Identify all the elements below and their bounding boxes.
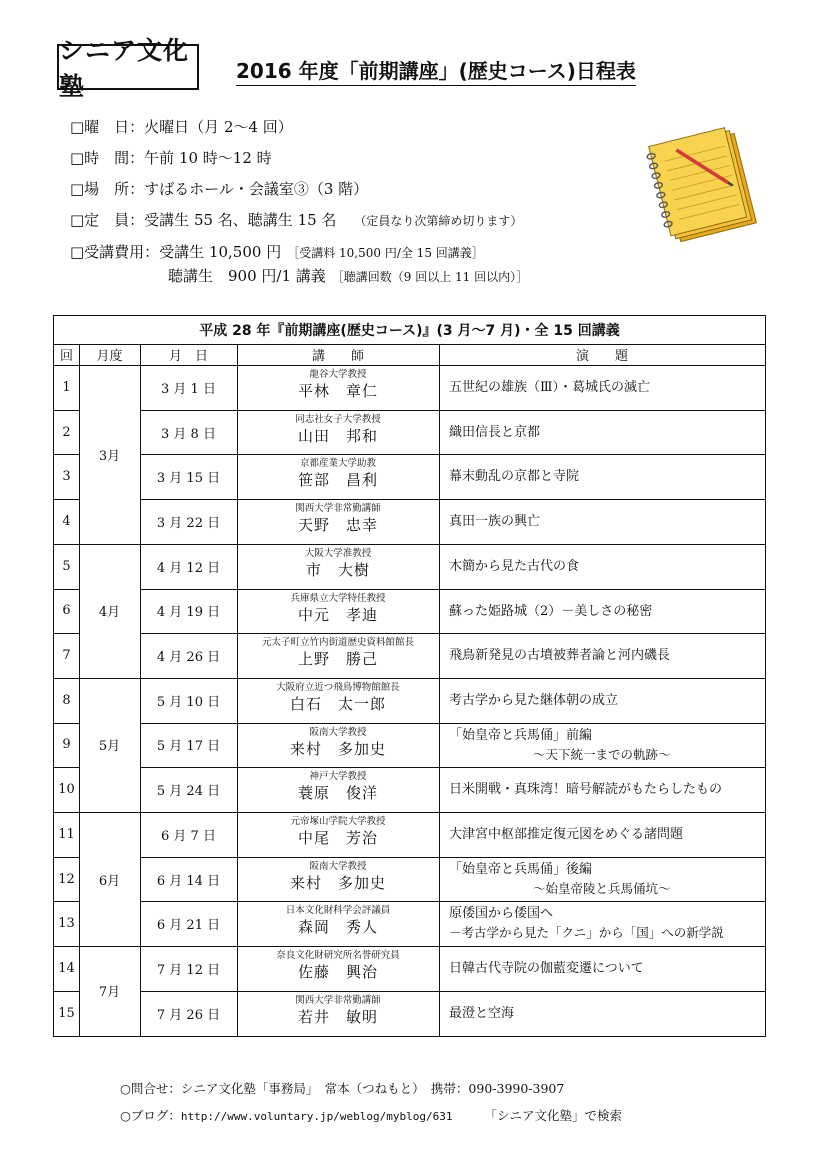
schedule-table — [53, 315, 766, 1037]
lecturer-affiliation: 関西大学非常勤講師 — [295, 994, 381, 1006]
lecturer-affiliation: 同志社女子大学教授 — [295, 413, 381, 425]
footer-search: 「シニア文化塾」で検索 — [484, 1108, 622, 1123]
lecturer — [237, 905, 439, 936]
column-divider — [439, 344, 440, 1036]
info-fee-note: ［受講料 10,500 円/全 15 回講義］ — [287, 246, 484, 260]
info-place-text: □場 所：すばるホール・会議室③（3 階） — [70, 180, 369, 198]
lecturer-affiliation: 日本文化財科学会評議員 — [285, 905, 391, 917]
notebook-icon — [645, 122, 765, 242]
row-date: 5 月 24 日 — [156, 784, 221, 800]
row-date: 4 月 12 日 — [156, 560, 221, 576]
month-label: 7月 — [98, 985, 121, 1001]
info-fee-auditor-note: ［聴講回数（9 回以上 11 回以内）］ — [331, 270, 529, 284]
header-no: 回 — [59, 349, 73, 364]
month-label: 6月 — [98, 873, 121, 889]
topic-title: 蘇った姫路城（2）－美しさの秘密 — [449, 603, 653, 619]
topic — [449, 825, 683, 844]
lecturer-name: 中尾 芳治 — [297, 829, 378, 847]
lecturer — [237, 593, 439, 624]
row-date: 4 月 19 日 — [156, 605, 221, 621]
info-day-text: □曜 日：火曜日（月 2〜4 回） — [70, 118, 293, 136]
lecturer-name: 若井 敏明 — [297, 1007, 378, 1026]
row-number: 13 — [58, 916, 75, 932]
lecturer-name: 市 大樹 — [305, 560, 370, 579]
topic-subtitle: －考古学から見た「クニ」から「国」への新学説 — [449, 925, 724, 941]
lecturer-name: 上野 勝己 — [297, 650, 378, 669]
topic-title: 最澄と空海 — [449, 1005, 515, 1021]
topic-title: 飛鳥新発見の古墳被葬者論と河内磯長 — [449, 648, 671, 664]
row-date: 5 月 10 日 — [156, 694, 221, 710]
header-date: 月 日 — [168, 349, 208, 364]
row-number: 8 — [62, 692, 71, 708]
lecturer-name: 蓑原 俊洋 — [297, 784, 378, 803]
topic-title: 幕末動乱の京都と寺院 — [449, 469, 580, 485]
row-number: 9 — [62, 737, 71, 753]
topic — [449, 959, 644, 978]
info-capacity-note: （定員なり次第締め切ります） — [354, 214, 523, 228]
row-date: 3 月 15 日 — [156, 471, 221, 487]
lecturer — [237, 995, 439, 1026]
lecturer-name: 来村 多加史 — [289, 739, 386, 758]
row-number: 14 — [58, 960, 75, 976]
lecturer-affiliation: 阪南大学教授 — [309, 860, 367, 872]
row-number: 11 — [58, 826, 75, 842]
lecturer — [237, 771, 439, 802]
month-label: 3月 — [98, 448, 121, 464]
row-date: 6 月 14 日 — [156, 873, 221, 889]
topic — [449, 691, 618, 710]
month-label: 5月 — [98, 739, 121, 755]
topic-title: 真田一族の興亡 — [449, 514, 541, 530]
row-number: 5 — [62, 558, 71, 574]
lecturer — [237, 369, 439, 400]
row-date: 5 月 17 日 — [156, 739, 221, 755]
topic-title: 大津宮中枢部推定復元図をめぐる諸問題 — [449, 827, 684, 842]
row-number: 7 — [62, 648, 71, 664]
row-number: 1 — [62, 379, 71, 395]
lecturer-affiliation: 阪南大学教授 — [309, 726, 367, 738]
row-number: 15 — [58, 1005, 75, 1021]
row-number: 6 — [62, 603, 71, 619]
info-day — [70, 116, 293, 137]
row-date: 3 月 1 日 — [161, 381, 216, 397]
logo: シニア文化塾 — [57, 44, 199, 90]
topic-title: 原倭国から倭国へ — [449, 906, 554, 922]
lecturer-affiliation: 関西大学非常勤講師 — [295, 503, 381, 515]
row-number: 10 — [58, 782, 75, 798]
lecturer-affiliation: 兵庫県立大学特任教授 — [290, 592, 386, 604]
topic — [449, 378, 650, 397]
lecturer-name: 白石 太一郎 — [289, 694, 386, 713]
lecturer — [237, 950, 439, 981]
info-capacity-text: □定 員：受講生 55 名、聴講生 15 名 — [70, 211, 337, 229]
row-number: 4 — [62, 513, 71, 529]
topic — [449, 646, 670, 665]
topic-title: 「始皇帝と兵馬俑」前編 — [449, 727, 593, 743]
footer-blog-label: ○ブログ： — [120, 1108, 181, 1123]
row-date: 7 月 26 日 — [156, 1007, 221, 1023]
info-fee-auditor-text: 聴講生 900 円/1 講義 — [168, 267, 326, 285]
lecturer-affiliation: 元帝塚山学院大学教授 — [290, 816, 386, 827]
topic-title: 「始皇帝と兵馬俑」後編 — [449, 861, 593, 877]
row-number: 2 — [62, 424, 71, 440]
lecturer — [237, 458, 439, 489]
row-date: 4 月 26 日 — [156, 650, 221, 666]
header-month: 月度 — [96, 349, 123, 364]
lecturer-affiliation: 大阪府立近つ飛鳥博物館館長 — [276, 681, 400, 693]
row-date: 6 月 21 日 — [156, 918, 221, 934]
blog-link[interactable]: http://www.voluntary.jp/weblog/myblog/631 — [180, 1110, 453, 1123]
lecturer-affiliation: 奈良文化財研究所名誉研究員 — [276, 950, 400, 962]
lecturer — [237, 727, 439, 758]
month-label: 4月 — [98, 605, 121, 621]
topic-subtitle: 〜天下統一までの軌跡〜 — [533, 746, 671, 762]
topic — [449, 467, 579, 486]
lecturer-affiliation: 龍谷大学教授 — [309, 369, 367, 380]
topic — [449, 1004, 514, 1023]
row-date: 3 月 8 日 — [161, 426, 216, 442]
lecturer — [237, 548, 439, 579]
lecturer — [237, 503, 439, 534]
row-date: 3 月 22 日 — [156, 515, 221, 531]
lecturer-name: 中元 孝迪 — [297, 605, 378, 624]
lecturer-affiliation: 元太子町立竹内街道歴史資料館館長 — [261, 637, 414, 649]
topic — [449, 780, 722, 799]
topic — [449, 726, 671, 764]
info-capacity — [70, 209, 522, 230]
schedule-title: 平成 28 年『前期講座(歴史コース)』(3 月〜7 月)・全 15 回講義 — [54, 316, 765, 345]
row-number: 3 — [62, 469, 71, 485]
topic-title: 木簡から見た古代の食 — [449, 558, 580, 574]
footer-blog — [120, 1106, 622, 1124]
info-place — [70, 178, 368, 199]
lecturer-affiliation: 大阪大学准教授 — [304, 547, 372, 559]
lecturer-affiliation: 京都産業大学助教 — [299, 458, 376, 470]
header-lecturer: 講 師 — [311, 349, 364, 364]
footer-contact: ○問合せ：シニア文化塾「事務局」 常本（つねもと） 携帯：090-3990-3907 — [120, 1081, 565, 1096]
topic — [449, 557, 579, 576]
lecturer — [237, 682, 439, 713]
lecturer-name: 山田 邦和 — [297, 426, 378, 445]
lecturer-name: 笹部 昌利 — [297, 471, 378, 490]
row-date: 6 月 7 日 — [161, 828, 216, 844]
lecturer — [237, 861, 439, 892]
lecturer — [237, 816, 439, 847]
topic-title: 考古学から見た継体朝の成立 — [449, 692, 619, 708]
topic — [449, 423, 540, 442]
topic-title: 日米開戦・真珠湾！暗号解読がもたらしたもの — [449, 782, 723, 798]
info-fee — [70, 241, 484, 262]
topic — [449, 602, 652, 621]
topic — [449, 860, 671, 898]
topic — [449, 512, 540, 531]
topic-subtitle: 〜始皇帝陵と兵馬俑坑〜 — [533, 880, 671, 896]
lecturer-name: 佐藤 興治 — [297, 963, 378, 982]
topic-title: 織田信長と京都 — [449, 424, 541, 440]
topic-title: 五世紀の雄族（Ⅲ）・葛城氏の滅亡 — [449, 380, 651, 395]
lecturer-affiliation: 神戸大学教授 — [309, 771, 367, 783]
page-title: 2016 年度「前期講座」(歴史コース)日程表 — [236, 55, 636, 86]
schedule-grid — [54, 344, 765, 1036]
topic-title: 日韓古代寺院の伽藍変遷について — [449, 961, 644, 977]
header-topic: 演 題 — [575, 349, 628, 364]
row-date: 7 月 12 日 — [156, 962, 221, 978]
lecturer — [237, 414, 439, 445]
info-time-text: □時 間：午前 10 時〜12 時 — [70, 149, 272, 167]
topic — [449, 904, 724, 942]
lecturer — [237, 637, 439, 668]
lecturer-name: 天野 忠幸 — [297, 516, 378, 535]
row-number: 12 — [58, 871, 75, 887]
info-fee-text: □受講費用：受講生 10,500 円 — [70, 243, 282, 261]
lecturer-name: 森岡 秀人 — [297, 918, 378, 937]
lecturer-name: 来村 多加史 — [289, 873, 386, 892]
lecturer-name: 平林 章仁 — [297, 382, 378, 400]
info-fee-auditor — [168, 265, 528, 286]
info-time — [70, 147, 272, 168]
